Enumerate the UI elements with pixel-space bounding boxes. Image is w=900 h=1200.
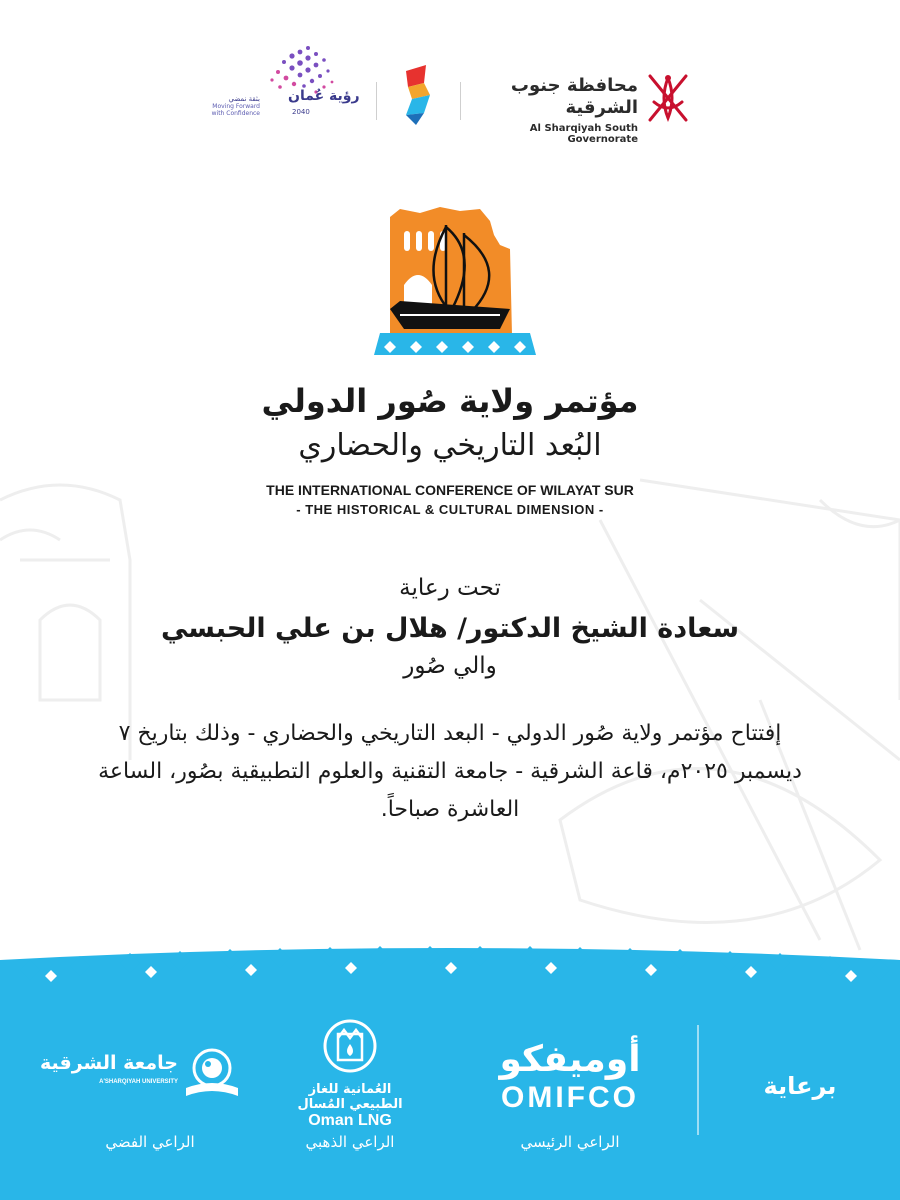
ribbon-mark-icon xyxy=(400,65,438,125)
oman-lng-arabic: العُمانية للغاز الطبيعي المُسال xyxy=(297,1082,403,1112)
oman-lng-logo xyxy=(285,1018,415,1130)
conference-logo xyxy=(360,205,536,360)
title-arabic-line-2: البُعد التاريخي والحضاري xyxy=(298,428,602,463)
vision-year: 2040 xyxy=(292,108,310,116)
vision-tagline xyxy=(200,96,260,117)
title-english-line-2: - THE HISTORICAL & CULTURAL DIMENSION - xyxy=(296,502,604,517)
patron-name: سعادة الشيخ الدكتور/ هلال بن علي الحبسي xyxy=(160,613,740,644)
title-arabic-line-1: مؤتمر ولاية صُور الدولي xyxy=(261,382,639,420)
sponsor-divider xyxy=(697,1025,699,1135)
silver-sponsor-tier: الراعي الفضي xyxy=(105,1133,195,1151)
omifco-english: OMIFCO xyxy=(501,1081,639,1114)
vision-tagline-en-2: with Confidence xyxy=(211,110,260,117)
header-divider xyxy=(460,82,461,120)
governorate-arabic: محافظة جنوب الشرقية xyxy=(510,75,638,118)
patron-position: والي صُور xyxy=(403,653,497,679)
oman-lng-english: Oman LNG xyxy=(308,1112,392,1129)
event-description: إفتتاح مؤتمر ولاية صُور الدولي - البعد التاريخي والحضاري - وذلك بتاريخ ٧ ديسمبر ٢٠٢٥م، قاعة الشرقية - جامعة التقنية والعلوم التطبيقية بصُور، الساعة العاشرة صباحاً. xyxy=(98,721,802,822)
oman-vision-2040-logo xyxy=(188,38,368,138)
sharqiyah-university-logo xyxy=(40,1050,250,1100)
vision-tagline-ar: بثقة نمضي xyxy=(228,95,260,103)
university-emblem-icon xyxy=(182,1046,242,1102)
patronage-label: تحت رعاية xyxy=(399,575,501,601)
governorate-logo xyxy=(478,75,638,145)
main-sponsor-tier: الراعي الرئيسي xyxy=(520,1133,620,1151)
header-logos xyxy=(0,30,900,145)
omifco-arabic: أوميفكو xyxy=(499,1039,641,1080)
header-divider xyxy=(376,82,377,120)
vision-arabic-text: رؤية عُمان xyxy=(288,88,360,104)
omifco-logo xyxy=(480,1040,660,1116)
oman-lng-emblem-icon xyxy=(322,1018,378,1074)
vision-tagline-en-1: Moving Forward xyxy=(212,103,260,110)
footer-pattern-border xyxy=(0,930,900,990)
university-arabic: جامعة الشرقية xyxy=(40,1052,178,1074)
oman-emblem-icon xyxy=(640,68,696,132)
governorate-english: Al Sharqiyah South Governorate xyxy=(529,123,638,145)
sponsorship-heading: برعاية xyxy=(763,1072,837,1100)
title-english-line-1: THE INTERNATIONAL CONFERENCE OF WILAYAT SUR xyxy=(266,482,634,498)
university-english: A'SHARQIYAH UNIVERSITY xyxy=(99,1079,178,1085)
gold-sponsor-tier: الراعي الذهبي xyxy=(305,1133,395,1151)
